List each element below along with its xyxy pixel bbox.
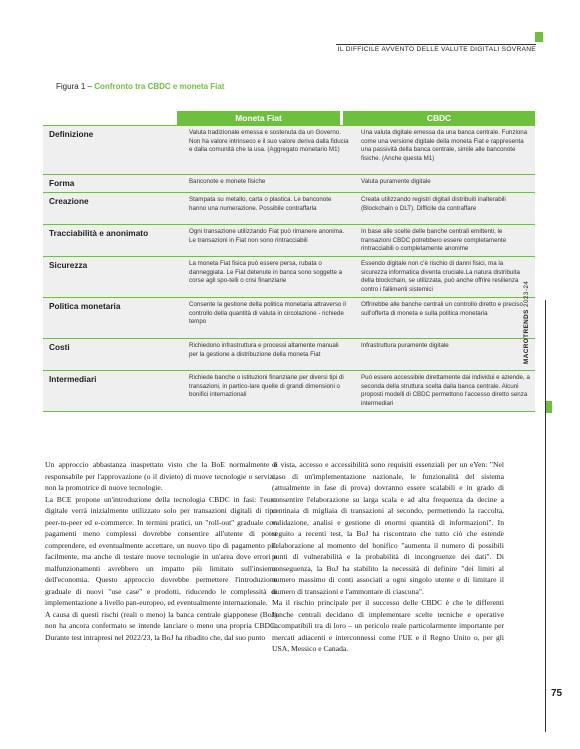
row-label: Forma bbox=[49, 178, 75, 188]
table-row bbox=[43, 297, 535, 338]
row-label: Definizione bbox=[49, 129, 94, 139]
fiat-cell: Richiede banche o istituzioni finanziarie per diversi tipi di transazioni, in partico-lare quelle di grandi dimensioni o bonifici internazionali bbox=[189, 374, 344, 398]
cbdc-cell: Infrastruttura puramente digitale bbox=[361, 342, 449, 349]
cbdc-cell: In base alle scelte delle banche centrali emittenti, le transazioni CBDC potrebbero essere completamente rintracciabili o completamente anonime bbox=[361, 228, 507, 252]
body-column-left bbox=[45, 459, 277, 643]
figure-title: Confronto tra CBDC e moneta Fiat bbox=[94, 82, 225, 91]
cbdc-cell: Offrirebbe alle banche centrali un controllo diretto e preciso sull'offerta di moneta e sulla politica monetaria bbox=[361, 301, 523, 317]
fiat-cell: Consente la gestione della politica monetaria attraverso il controllo della quantità di valuta in circolazione - richiede tempo bbox=[189, 301, 346, 325]
table-row bbox=[43, 224, 535, 256]
sidebar-brand: MACROTRENDS bbox=[523, 309, 530, 364]
comparison-table bbox=[43, 111, 535, 412]
column-header-cbdc: CBDC bbox=[343, 111, 535, 125]
body-paragraph: Un approccio abbastanza inaspettato visto che la BoE normalmente è responsabile per l'approvazione (o il divieto) di nuove tecnologie o servizi, non la promotrice di nuove tecnologie. bbox=[45, 460, 277, 492]
page-number: 75 bbox=[551, 688, 563, 699]
figure-label: Figura 1 – bbox=[56, 82, 95, 91]
cbdc-cell: Può essere accessibile direttamente dai individui e aziende, a seconda della struttura scelta dalla banca centrale. Alcuni proposti modelli di CBDC permettono l'accesso diretto senza intermediari bbox=[361, 374, 530, 407]
fiat-cell: Banconote e monete fisiche bbox=[189, 178, 266, 185]
cbdc-cell: Valuta puramente digitale bbox=[361, 178, 431, 185]
running-header: IL DIFFICILE AVVENTO DELLE VALUTE DIGITALI SOVRANE bbox=[337, 46, 536, 53]
body-paragraph: A causa di questi rischi (reali o meno) la banca centrale giapponese (BoJ) non ha ancora confermato se intende lanciare o meno una propria CBDC. Durante test intrapresi nel 2022/23, la BoJ ha ribadito che, dal suo punto bbox=[45, 609, 277, 642]
row-label: Sicurezza bbox=[49, 260, 88, 270]
table-row bbox=[43, 338, 535, 370]
sidebar-years: 2023-24 bbox=[523, 280, 530, 310]
sidebar-brand-label bbox=[523, 280, 533, 364]
body-paragraph: di vista, accesso e accessibilità sono requisiti essenziali per un eYen: "Nel caso di un'implementazione nazionale, le funzionalità del sistema (attualmente in fase di prova) dovranno essere scalabili e in grado di consentire l'elaborazione su larga scala e ad alta frequenza da decine a centinaia di migliaia di transazioni al secondo, permettendo la raccolta, validazione, analisi e gestione di enormi quantità di informazioni". In seguito a recenti test, la BoJ ha riscontrato che tutto ciò che estende l'elaborazione al momento del bonifico "aumenta il numero di possibili punti di vulnerabilità e la probabilità di incongruenze dei dati". Di conseguenza, la BoJ ha stabilito la necessità di definire "dei limiti al numero massimo di conti associati a ogni singolo utente e di limitare il numero di transazioni e l'ammontare di ciascuna". bbox=[272, 460, 504, 596]
cbdc-cell: Creata utilizzando registri digitali distribuiti inalterabili (Blockchain o DLT). Difficile da contraffare bbox=[361, 196, 506, 212]
corner-accent-mark bbox=[535, 32, 543, 42]
table-row bbox=[43, 125, 535, 174]
body-paragraph: Ma il rischio principale per il successo delle CBDC è che le differenti banche centrali decidano di implementare scelte tecniche e operative incompatibili tra di loro – un pericolo reale particolarmente importante per mercati adiacenti e interconnessi come l'UE e il Regno Unito o, per gli USA, Messico e Canada. bbox=[272, 598, 504, 653]
fiat-cell: Richiedono infrastruttura e processi altamente manuali per la gestione a distribuzione della moneta Fiat bbox=[189, 342, 339, 358]
table-row bbox=[43, 192, 535, 224]
body-column-right bbox=[272, 459, 504, 655]
fiat-cell: Stampata su metallo, carta o plastica. Le banconote hanno una numerazione. Possibile contraffarla bbox=[189, 196, 332, 212]
body-paragraph: La BCE propone un'introduzione della tecnologia CBDC in fasi: l'euro digitale verrà inizialmente utilizzato solo per transazioni digitali di tipo peer-to-peer ed e-commerce. In termini pratici, un "roll-out" graduale con pagamenti meno complessi dovrebbe consentire all'utente di poter comprendere, ed eventualmente accettare, un nuovo tipo di pagamento più facilmente, ma anche di testare nuove tecnologie in un'area dove errori e malfunzionamenti avrebbero un impatto più limitato sull'insieme dell'economia. Questo approccio dovrebbe permettere l'introduzione graduale di nuovi "use case" e prodotti, riducendo le complessità di implementazione a livello pan-europeo, ed eventualmente internazionale. bbox=[45, 494, 277, 607]
fiat-cell: La moneta Fiat fisica può essere persa, rubata o danneggiata. Le Fiat detenute in banca sono soggette a corse agli spo-telli o crisi finanziarie bbox=[189, 260, 343, 284]
cbdc-cell: Essendo digitale non c'è rischio di danni fisici, ma la sicurezza informatica diventa cruciale.La natura distribuita della blockchain, se utilizzata, può anche offrire resilienza contro i fallimenti sistemici bbox=[361, 260, 520, 293]
row-label: Politica monetaria bbox=[49, 301, 121, 311]
row-label: Tracciabilità e anonimato bbox=[49, 228, 149, 238]
figure-caption bbox=[56, 82, 224, 91]
table-header bbox=[43, 111, 535, 125]
fiat-cell: Ogni transazione utilizzando Fiat può rimanere anonima. Le transazioni in Fiat non sono rintracciabili bbox=[189, 228, 345, 244]
cbdc-cell: Una valuta digitale emessa da una banca centrale. Funziona come una versione digitale della moneta Fiat e rappresenta una passività della banca centrale, simile alle banconote fisiche. (Anche questa M1) bbox=[361, 129, 528, 162]
table-row bbox=[43, 174, 535, 192]
row-label: Intermediari bbox=[49, 374, 97, 384]
column-header-fiat: Moneta Fiat bbox=[177, 111, 340, 125]
sidebar-accent-block bbox=[546, 401, 552, 413]
row-label: Creazione bbox=[49, 196, 89, 206]
table-row bbox=[43, 256, 535, 297]
header-rule bbox=[336, 44, 536, 45]
table-row bbox=[43, 370, 535, 412]
row-label: Costi bbox=[49, 342, 70, 352]
fiat-cell: Valuta tradizionale emessa e sostenuta da un Governo. Non ha valore intrinseco e il suo valore deriva dalla fiducia e dalla comunità che la usa. (Aggregato monetario M1) bbox=[189, 129, 349, 153]
sidebar-rule bbox=[545, 300, 546, 732]
